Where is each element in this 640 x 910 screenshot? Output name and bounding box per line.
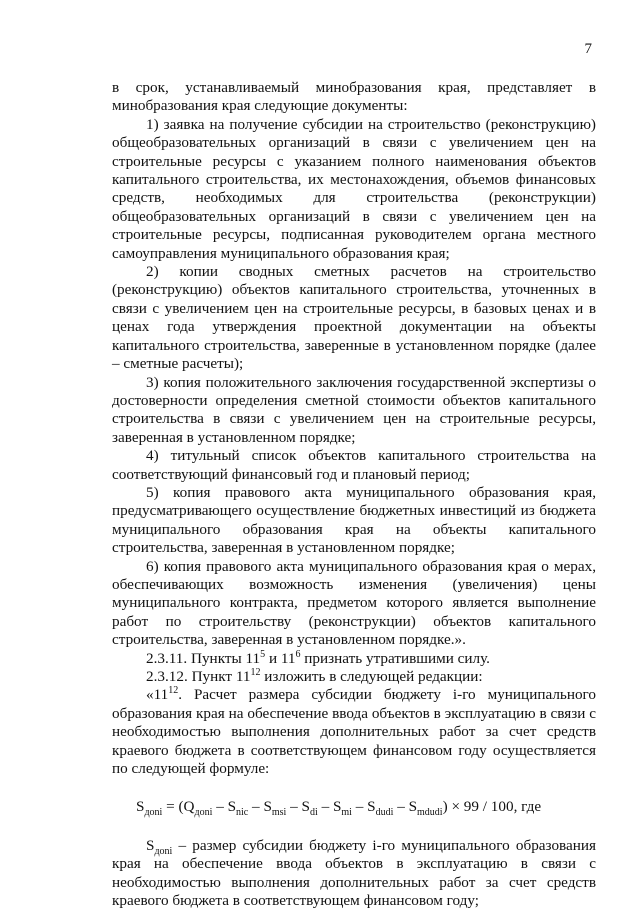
- formula-term: – S: [317, 798, 342, 816]
- formula-term: = (Q: [162, 798, 195, 816]
- formula-subscript: mі: [341, 807, 352, 819]
- clause-2-3-11: [112, 650, 596, 668]
- list-item-1: 1) заявка на получение субсидии на строительство (реконструкцию) общеобразовательных организаций в связи с увеличением цен на строительные ресурсы с указанием полного наименования объектов капитального строительства, их местонахождения, объемов финансовых средств, необходимых для строительства (реконструкции) общеобразовательных организаций в связи с увеличением цен на строительные ресурсы, подписанная руководителем органа местного самоуправления муниципального образования края;: [112, 115, 596, 262]
- clause-2-3-12-suffix: изложить в следующей редакции:: [260, 668, 483, 685]
- formula-subscript: dudі: [375, 807, 394, 819]
- definition-subscript: доnі: [154, 845, 173, 857]
- formula-term: – S: [393, 798, 418, 816]
- superscript: 12: [250, 666, 261, 678]
- intro-paragraph: в срок, устанавливаемый минобразования края, представляет в минобразования края следующие документы:: [112, 79, 596, 115]
- clause-2-3-11-mid: и 11: [265, 649, 296, 667]
- definition-text: – размер субсидии бюджету i-го муниципального образования края на обеспечение ввода объектов в эксплуатацию в связи с необходимостью выполнения дополнительных работ за счет средств краевого бюджета в соответствующем финансовом году;: [112, 836, 596, 910]
- formula-subscript: mdudі: [417, 807, 443, 819]
- clause-11-12-open: «11: [146, 686, 169, 704]
- clause-2-3-11-prefix: 2.3.11. Пункты 11: [146, 649, 261, 667]
- definition-paragraph: [112, 837, 596, 910]
- list-item-5: 5) копия правового акта муниципального образования края, предусматривающего осуществление бюджетных инвестиций из бюджета муниципального образования края на объекты капитального строительства, заверенная в установленном порядке;: [112, 483, 596, 557]
- document-body: [112, 79, 596, 910]
- clause-2-3-11-suffix: признать утратившими силу.: [300, 649, 490, 667]
- formula-subscript: доnі: [144, 807, 163, 819]
- superscript: 5: [260, 648, 266, 660]
- formula-subscript: dі: [309, 807, 318, 819]
- clause-11-12-text: . Расчет размера субсидии бюджету i-го муниципального образования края на обеспечение ввода объектов в эксплуатацию в связи с необходимостью выполнения дополнительных работ за счет средств краевого бюджета в соответствующем финансовом году осуществляется по следующей формуле:: [112, 686, 596, 778]
- clause-11-12: [112, 686, 596, 778]
- formula-term: – S: [248, 798, 272, 816]
- list-item-6: 6) копия правового акта муниципального образования края о мерах, обеспечивающих возможность изменения (увеличения) цены муниципального контракта, предметом которого является выполнение работ по строительству (реконструкции) объектов капитального строительства, заверенная в установленном порядке.».: [112, 557, 596, 649]
- clause-2-3-12-prefix: 2.3.12. Пункт 11: [146, 668, 251, 685]
- page-number: 7: [584, 41, 592, 57]
- subsidy-formula: [112, 798, 596, 819]
- formula-term: – S: [351, 798, 376, 816]
- formula-term: – S: [286, 798, 310, 816]
- formula-subscript: доnі: [194, 807, 213, 819]
- list-item-3: 3) копия положительного заключения государственной экспертизы о достоверности определения сметной стоимости объектов капитального строительства в связи с увеличением цен на строительные ресурсы, заверенная в установленном порядке;: [112, 373, 596, 446]
- formula-term: – S: [212, 798, 237, 816]
- clause-2-3-12: [112, 668, 596, 686]
- formula-subscript: nіс: [236, 807, 249, 819]
- list-item-4: 4) титульный список объектов капитального строительства на соответствующий финансовый год и плановый период;: [112, 447, 596, 483]
- formula-term: S: [136, 798, 145, 816]
- superscript: 6: [295, 648, 301, 660]
- formula-term: ) × 99 / 100, где: [442, 798, 542, 816]
- formula-subscript: msі: [271, 807, 287, 819]
- definition-symbol: S: [146, 836, 155, 854]
- list-item-2: 2) копии сводных сметных расчетов на строительство (реконструкцию) объектов капитального строительства, уточненных в связи с увеличением цен на строительные ресурсы, в базовых ценах и в ценах года утверждения проектной документации на объекты капитального строительства, заверенные в установленном порядке (далее – сметные расчеты);: [112, 263, 596, 373]
- superscript: 12: [168, 685, 179, 697]
